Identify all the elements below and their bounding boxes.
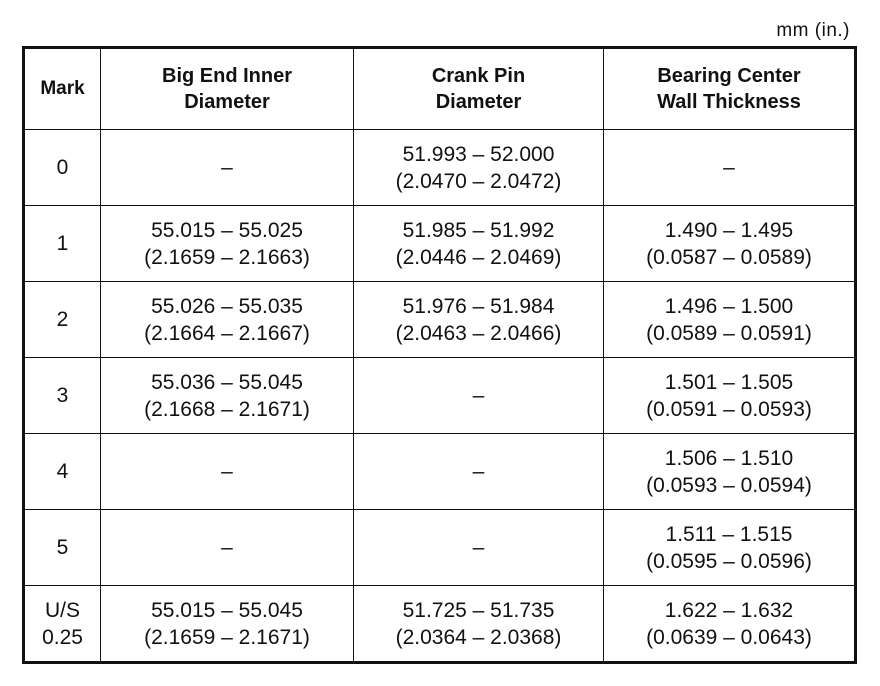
header-mark (24, 48, 101, 130)
header-line: Diameter (435, 91, 522, 113)
header-line: Big End Inner (162, 65, 292, 87)
cell-value-line: – (221, 536, 233, 559)
cell-value-line: – (472, 384, 485, 407)
cell-value-line: 1.511 – 1.515 (665, 522, 793, 546)
cell-value-line: 51.985 – 51.992 (402, 218, 555, 242)
cell-value-line: 1.496 – 1.500 (664, 294, 794, 318)
cell-value-line: – (472, 536, 485, 559)
cell-mark (24, 206, 101, 282)
cell-value-line: 51.976 – 51.984 (402, 294, 555, 318)
cell-bearing-wall-thickness (604, 586, 856, 663)
cell-value-line: (0.0639 – 0.0643) (646, 625, 812, 649)
cell-value-line: (2.0446 – 2.0469) (395, 245, 562, 269)
cell-crank-pin-diameter (354, 586, 604, 663)
cell-mark (24, 358, 101, 434)
cell-mark (24, 434, 101, 510)
cell-mark (24, 510, 101, 586)
cell-crank-pin-diameter (354, 358, 604, 434)
cell-mark (24, 282, 101, 358)
header-mark-label: Mark (40, 78, 85, 99)
cell-big-end-inner-diameter (101, 282, 354, 358)
cell-value-line: 51.993 – 52.000 (402, 142, 555, 166)
table-row (24, 358, 856, 434)
cell-big-end-inner-diameter (101, 586, 354, 663)
cell-crank-pin-diameter (354, 434, 604, 510)
cell-big-end-inner-diameter (101, 434, 354, 510)
cell-crank-pin-diameter (354, 130, 604, 206)
header-line: Bearing Center (657, 65, 801, 87)
cell-value-line: (0.0595 – 0.0596) (646, 549, 812, 573)
cell-mark (24, 130, 101, 206)
cell-value-line: (0.0593 – 0.0594) (646, 473, 812, 497)
table-body (24, 130, 856, 663)
cell-value-line: 55.015 – 55.025 (151, 218, 303, 242)
cell-value-line: (2.1668 – 2.1671) (144, 397, 310, 421)
cell-value-line: U/S (44, 598, 80, 622)
table-row (24, 282, 856, 358)
table-row (24, 586, 856, 663)
cell-bearing-wall-thickness (604, 434, 856, 510)
cell-value-line: (2.0364 – 2.0368) (395, 625, 562, 649)
header-line: Wall Thickness (657, 91, 801, 113)
cell-value-line: – (723, 156, 735, 179)
header-line: Diameter (184, 91, 270, 113)
cell-value-line: – (472, 460, 485, 483)
table-row (24, 206, 856, 282)
cell-crank-pin-diameter (354, 282, 604, 358)
cell-value-line: 51.725 – 51.735 (402, 598, 555, 622)
cell-mark (24, 586, 101, 663)
header-big-end-inner-diameter (101, 48, 354, 130)
table-row (24, 130, 856, 206)
cell-value-line: 2 (56, 308, 69, 331)
header-bearing-wall-thickness (604, 48, 856, 130)
table-row (24, 510, 856, 586)
cell-value-line: (0.0589 – 0.0591) (646, 321, 812, 345)
header-line: Crank Pin (431, 65, 526, 87)
cell-value-line: (2.1664 – 2.1667) (144, 321, 310, 345)
cell-big-end-inner-diameter (101, 358, 354, 434)
cell-big-end-inner-diameter (101, 130, 354, 206)
cell-value-line: (2.1659 – 2.1663) (144, 245, 310, 269)
cell-big-end-inner-diameter (101, 510, 354, 586)
cell-bearing-wall-thickness (604, 130, 856, 206)
cell-crank-pin-diameter (354, 206, 604, 282)
cell-value-line: 1.490 – 1.495 (664, 218, 794, 242)
cell-value-line: (0.0591 – 0.0593) (646, 397, 812, 421)
cell-value-line: 55.026 – 55.035 (151, 294, 303, 318)
cell-value-line: (2.0463 – 2.0466) (395, 321, 562, 345)
header-row (24, 48, 856, 130)
cell-value-line: 1.506 – 1.510 (664, 446, 794, 470)
cell-value-line: (2.0470 – 2.0472) (395, 169, 562, 193)
bearing-spec-table (22, 46, 857, 664)
table-row (24, 434, 856, 510)
cell-value-line: 1 (56, 232, 69, 255)
cell-value-line: – (221, 156, 233, 179)
cell-value-line: 55.036 – 55.045 (151, 370, 303, 394)
header-crank-pin-diameter (354, 48, 604, 130)
cell-bearing-wall-thickness (604, 282, 856, 358)
cell-value-line: 5 (56, 536, 69, 559)
cell-value-line: (0.0587 – 0.0589) (646, 245, 812, 269)
cell-value-line: 3 (56, 384, 69, 407)
cell-big-end-inner-diameter (101, 206, 354, 282)
cell-value-line: 0.25 (42, 625, 83, 649)
cell-value-line: 1.622 – 1.632 (664, 598, 794, 622)
cell-value-line: (2.1659 – 2.1671) (144, 625, 310, 649)
cell-value-line: 1.501 – 1.505 (664, 370, 794, 394)
cell-value-line: 55.015 – 55.045 (151, 598, 303, 622)
cell-bearing-wall-thickness (604, 358, 856, 434)
cell-bearing-wall-thickness (604, 510, 856, 586)
cell-value-line: 0 (56, 156, 69, 179)
cell-bearing-wall-thickness (604, 206, 856, 282)
cell-crank-pin-diameter (354, 510, 604, 586)
cell-value-line: – (221, 460, 233, 483)
unit-note: mm (in.) (776, 20, 850, 41)
cell-value-line: 4 (56, 460, 69, 483)
